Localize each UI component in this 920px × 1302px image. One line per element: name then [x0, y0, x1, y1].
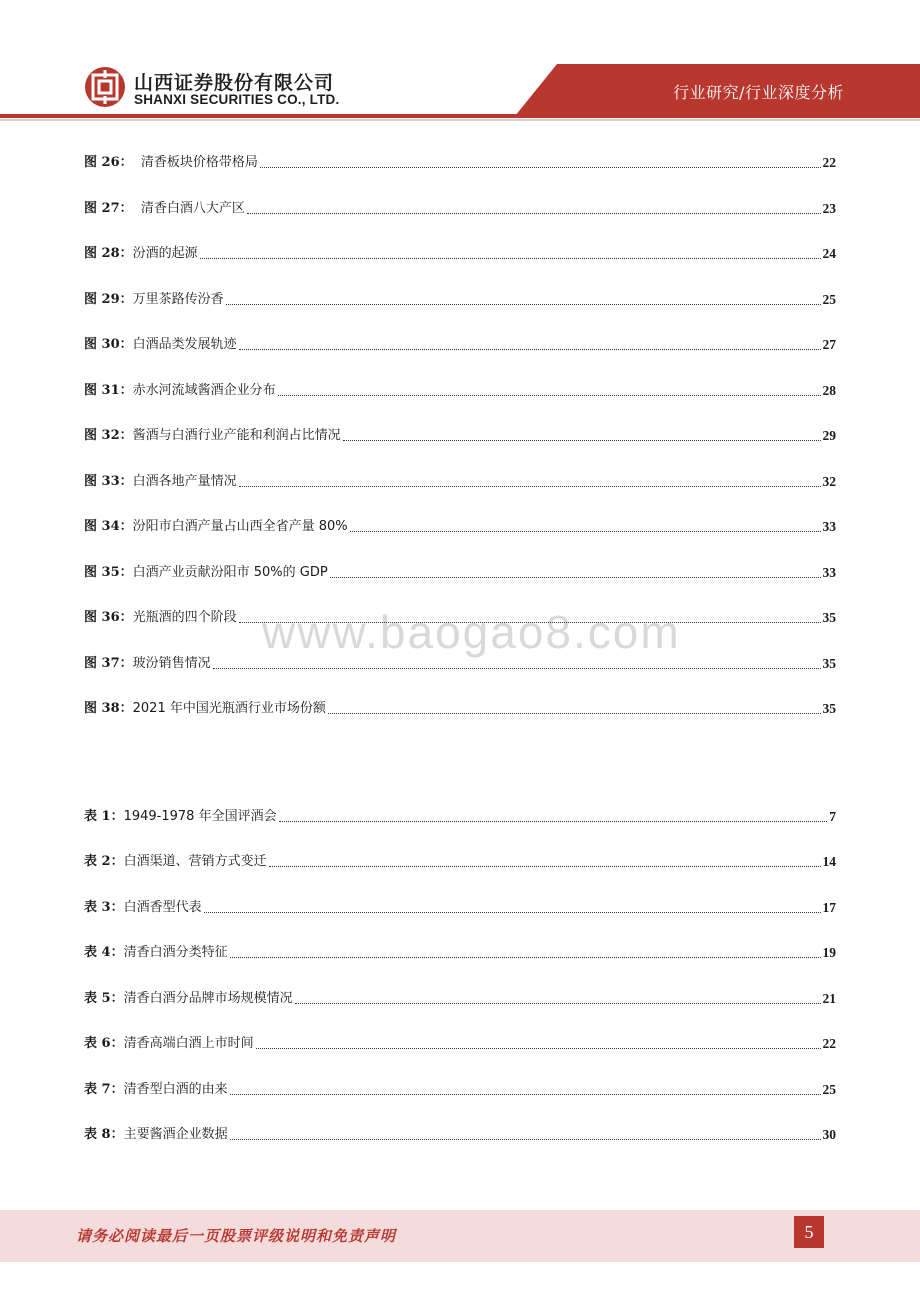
- toc-leader: [260, 167, 821, 168]
- toc-label: 表 1：: [84, 809, 124, 824]
- toc-leader: [328, 713, 821, 714]
- toc-page: 35: [822, 701, 836, 716]
- toc-figure-entry[interactable]: [84, 560, 836, 582]
- toc-title: 白酒品类发展轨迹: [132, 337, 237, 352]
- toc-leader: [278, 395, 821, 396]
- toc-figure-entry[interactable]: [84, 651, 836, 673]
- toc-leader: [269, 866, 821, 867]
- toc-page: 23: [822, 201, 836, 216]
- toc-page: 28: [822, 383, 836, 398]
- toc-leader: [204, 912, 821, 913]
- watermark: www.baogao8.com: [262, 606, 681, 658]
- toc-leader: [279, 821, 828, 822]
- toc-label: 表 2：: [84, 854, 124, 869]
- toc-figure-entry[interactable]: [84, 423, 836, 445]
- toc-leader: [239, 486, 821, 487]
- toc-title: 白酒香型代表: [123, 900, 202, 915]
- toc-leader: [330, 577, 821, 578]
- header-divider: [0, 114, 920, 118]
- toc-leader: [230, 1139, 821, 1140]
- toc-leader: [295, 1003, 821, 1004]
- toc-page: 35: [822, 610, 836, 625]
- toc-leader: [343, 440, 821, 441]
- toc-table-entry[interactable]: [84, 804, 836, 826]
- toc-page: 27: [822, 337, 836, 352]
- toc-leader: [239, 622, 821, 623]
- toc-title: 白酒产业贡献汾阳市 50%的 GDP: [132, 565, 328, 580]
- toc-label: 图 30：: [84, 337, 133, 352]
- toc-label: 图 29：: [84, 292, 133, 307]
- toc-label: 图 32：: [84, 428, 133, 443]
- toc-title: 酱酒与白酒行业产能和利润占比情况: [132, 428, 341, 443]
- toc-figure-entry[interactable]: [84, 332, 836, 354]
- toc-label: 表 4：: [84, 945, 124, 960]
- toc-title: 白酒各地产量情况: [132, 474, 237, 489]
- page-number: 5: [794, 1216, 824, 1248]
- toc-page: 25: [822, 1082, 836, 1097]
- toc-title: 玻汾销售情况: [132, 656, 211, 671]
- toc-page: 21: [822, 991, 836, 1006]
- toc-page: 19: [822, 945, 836, 960]
- report-type: 行业研究/行业深度分析: [673, 83, 844, 102]
- toc-page: 35: [822, 656, 836, 671]
- company-name-en: SHANXI SECURITIES CO., LTD.: [134, 92, 340, 107]
- toc-leader: [350, 531, 821, 532]
- toc-figure-entry[interactable]: [84, 241, 836, 263]
- toc-title: 清香白酒分类特征: [123, 945, 228, 960]
- toc-leader: [247, 213, 821, 214]
- toc-page: 30: [822, 1127, 836, 1142]
- toc-figure-entry[interactable]: [84, 150, 836, 172]
- toc-label: 表 6：: [84, 1036, 124, 1051]
- toc-title: 汾酒的起源: [132, 246, 198, 261]
- toc-title: 1949-1978 年全国评酒会: [123, 809, 277, 824]
- toc-title: 光瓶酒的四个阶段: [132, 610, 237, 625]
- toc-label: 图 38：: [84, 701, 133, 716]
- toc-table-entry[interactable]: [84, 940, 836, 962]
- toc-leader: [213, 668, 821, 669]
- toc-page: 33: [822, 519, 836, 534]
- toc-page: 22: [822, 1036, 836, 1051]
- toc-leader: [200, 258, 821, 259]
- header-divider-light: [0, 119, 920, 121]
- toc-label: 表 5：: [84, 991, 124, 1006]
- toc-label: 图 35：: [84, 565, 133, 580]
- toc-page: 24: [822, 246, 836, 261]
- toc-label: 图 31：: [84, 383, 133, 398]
- toc-figure-entry[interactable]: [84, 514, 836, 536]
- toc-title: 清香高端白酒上市时间: [123, 1036, 254, 1051]
- toc-figure-entry[interactable]: [84, 196, 836, 218]
- toc-title: 清香板块价格带格局: [132, 155, 258, 170]
- toc-figure-entry[interactable]: [84, 605, 836, 627]
- toc-page: 29: [822, 428, 836, 443]
- toc-title: 主要酱酒企业数据: [123, 1127, 228, 1142]
- toc-page: 33: [822, 565, 836, 580]
- company-name-cn: 山西证券股份有限公司: [134, 72, 335, 94]
- toc-figure-entry[interactable]: [84, 287, 836, 309]
- toc-title: 清香白酒八大产区: [132, 201, 245, 216]
- toc-table-entry[interactable]: [84, 849, 836, 871]
- page-header: [0, 0, 920, 125]
- toc-title: 赤水河流域酱酒企业分布: [132, 383, 276, 398]
- toc-label: 图 26：: [84, 155, 133, 170]
- toc-table-entry[interactable]: [84, 986, 836, 1008]
- toc-title: 清香型白酒的由来: [123, 1082, 228, 1097]
- toc-page: 7: [829, 809, 836, 824]
- toc-figure-entry[interactable]: [84, 469, 836, 491]
- toc-leader: [230, 957, 821, 958]
- toc-title: 万里茶路传汾香: [132, 292, 224, 307]
- toc-label: 图 33：: [84, 474, 133, 489]
- toc-page: 25: [822, 292, 836, 307]
- toc-table-entry[interactable]: [84, 1077, 836, 1099]
- toc-table-entry[interactable]: [84, 1122, 836, 1144]
- toc-page: 32: [822, 474, 836, 489]
- toc-title: 2021 年中国光瓶酒行业市场份额: [132, 701, 326, 716]
- toc-leader: [230, 1094, 821, 1095]
- toc-title: 清香白酒分品牌市场规模情况: [123, 991, 293, 1006]
- toc-page: 22: [822, 155, 836, 170]
- toc-label: 表 7：: [84, 1082, 124, 1097]
- toc-table-entry[interactable]: [84, 1031, 836, 1053]
- toc-label: 图 37：: [84, 656, 133, 671]
- toc-page: 17: [822, 900, 836, 915]
- toc-title: 汾阳市白酒产量占山西全省产量 80%: [132, 519, 348, 534]
- toc-page: 14: [822, 854, 836, 869]
- toc-figure-entry[interactable]: [84, 696, 836, 718]
- toc-label: 图 34：: [84, 519, 133, 534]
- toc-label: 图 28：: [84, 246, 133, 261]
- toc-figure-entry[interactable]: [84, 378, 836, 400]
- toc-table-entry[interactable]: [84, 895, 836, 917]
- toc-leader: [239, 349, 821, 350]
- company-logo-icon: [84, 66, 126, 108]
- toc-label: 表 8：: [84, 1127, 124, 1142]
- toc-label: 图 27：: [84, 201, 133, 216]
- toc-title: 白酒渠道、营销方式变迁: [123, 854, 267, 869]
- toc-label: 图 36：: [84, 610, 133, 625]
- disclaimer-notice: 请务必阅读最后一页股票评级说明和免责声明: [76, 1227, 397, 1245]
- toc-leader: [226, 304, 821, 305]
- toc-label: 表 3：: [84, 900, 124, 915]
- toc-leader: [256, 1048, 821, 1049]
